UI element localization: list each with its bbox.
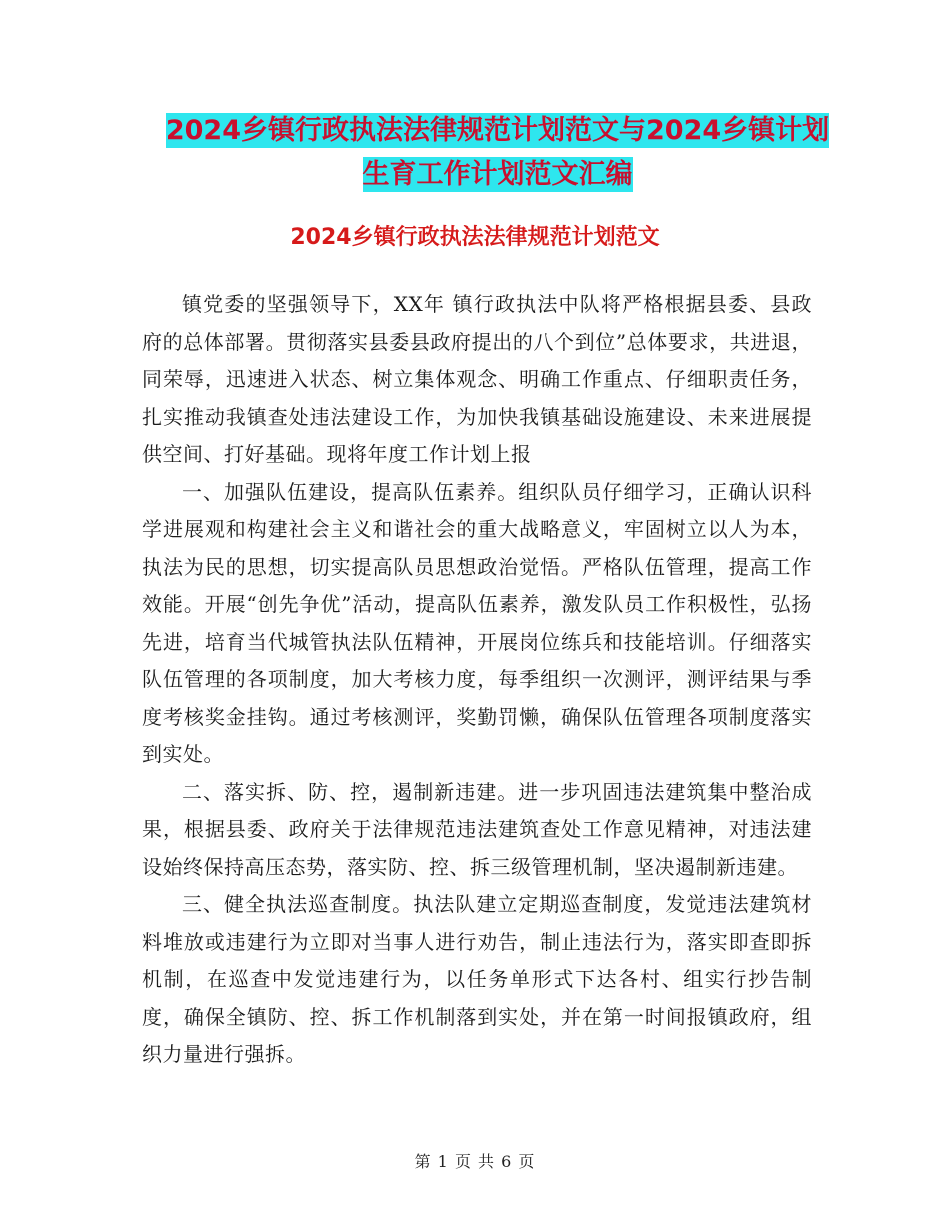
paragraph-section-1: 一、加强队伍建设，提高队伍素养。组织队员仔细学习，正确认识科学进展观和构建社会主义和谐社会的重大战略意义，牢固树立以人为本，执法为民的思想，切实提高队员思想政治觉悟。严格队伍管理，提高工作效能。开展“创先争优”活动，提高队伍素养，激发队员工作积极性，弘扬先进，培育当代城管执法队伍精神，开展岗位练兵和技能培训。仔细落实队伍管理的各项制度，加大考核力度，每季组织一次测评，测评结果与季度考核奖金挂钩。通过考核测评，奖勤罚懒，确保队伍管理各项制度落实到实处。 xyxy=(142,479,812,766)
page-number-footer: 第 1 页 共 6 页 xyxy=(414,1152,536,1171)
document-title-line-2-text: 生育工作计划范文汇编 xyxy=(362,159,633,190)
paragraph-section-3: 三、健全执法巡查制度。执法队建立定期巡查制度，发觉违法建筑材料堆放或违建行为立即对当事人进行劝告，制止违法行为，落实即查即拆机制，在巡查中发觉违建行为，以任务单形式下达各村、组实行抄告制度，确保全镇防、控、拆工作机制落到实处，并在第一时间报镇政府，组织力量进行强拆。 xyxy=(142,892,812,1066)
paragraph-section-2: 二、落实拆、防、控，遏制新违建。进一步巩固违法建筑集中整治成果，根据县委、政府关于法律规范违法建筑查处工作意见精神，对违法建设始终保持高压态势，落实防、控、拆三级管理机制，坚决遏制新违建。 xyxy=(142,779,812,879)
document-body xyxy=(142,286,812,1074)
section-title: 2024乡镇行政执法法律规范计划范文 xyxy=(290,225,660,250)
document-title-line-2 xyxy=(120,150,875,200)
document-title-line-1-text: 2024乡镇行政执法法律规范计划范文与2024乡镇计划 xyxy=(165,115,830,146)
paragraph-intro: 镇党委的坚强领导下，XX年 镇行政执法中队将严格根据县委、县政府的总体部署。贯彻落实县委县政府提出的八个到位”总体要求，共进退，同荣辱，迅速进入状态、树立集体观念、明确工作重点、仔细职责任务，扎实推动我镇查处违法建设工作，为加快我镇基础设施建设、未来进展提供空间、打好基础。现将年度工作计划上报 xyxy=(142,292,812,466)
document-title-line-1 xyxy=(120,106,875,156)
